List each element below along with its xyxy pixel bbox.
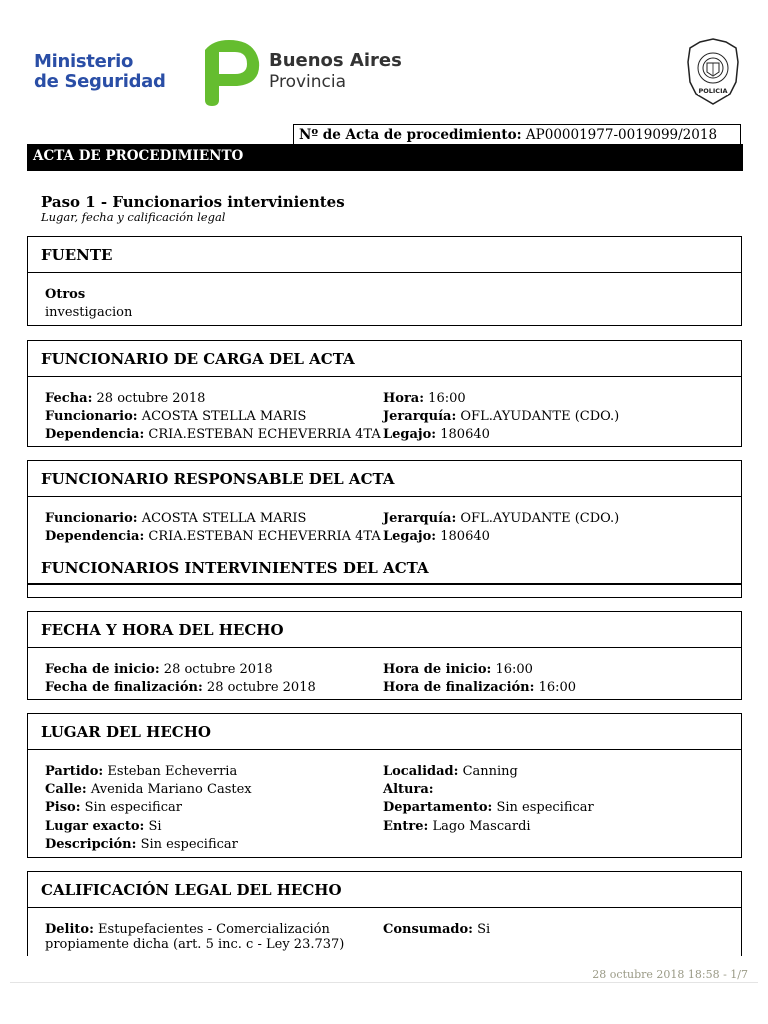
lugar-exacto: Lugar exacto: Si: [45, 819, 162, 834]
responsable-section: [27, 460, 742, 598]
lugar-piso: Piso: Sin especificar: [45, 800, 182, 815]
lugar-departamento: Departamento: Sin especificar: [383, 800, 594, 815]
carga-jerarquia: Jerarquía: OFL.AYUDANTE (CDO.): [383, 409, 620, 424]
buenos-aires-logo-icon: [205, 40, 261, 106]
calificacion-delito: Delito: Estupefacientes - Comercialización: [45, 922, 330, 937]
fuente-label: Otros: [45, 287, 86, 302]
acta-number-value: AP00001977-0019099/2018: [525, 127, 718, 143]
fecha-hecho-section: [27, 611, 742, 700]
hora-fin: Hora de finalización: 16:00: [383, 680, 577, 695]
responsable-jerarquia: Jerarquía: OFL.AYUDANTE (CDO.): [383, 511, 620, 526]
carga-hora: Hora: 16:00: [383, 391, 466, 406]
acta-number: [293, 124, 741, 144]
calificacion-consumado: Consumado: Si: [383, 922, 491, 937]
fuente-value: investigacion: [45, 305, 133, 320]
carga-title: FUNCIONARIO DE CARGA DEL ACTA: [28, 341, 741, 377]
document-title: ACTA DE PROCEDIMIENTO: [27, 144, 743, 171]
step-subtitle: Lugar, fecha y calificación legal: [41, 210, 226, 224]
lugar-descripcion: Descripción: Sin especificar: [45, 837, 238, 852]
responsable-legajo: Legajo: 180640: [383, 529, 490, 544]
lugar-section: [27, 713, 742, 858]
intervinientes-divider: [28, 583, 741, 585]
intervinientes-title: FUNCIONARIOS INTERVINIENTES DEL ACTA: [41, 559, 429, 577]
carga-fecha: Fecha: 28 octubre 2018: [45, 391, 206, 406]
fuente-title: FUENTE: [28, 237, 741, 273]
responsable-title: FUNCIONARIO RESPONSABLE DEL ACTA: [28, 461, 741, 497]
responsable-dependencia: Dependencia: CRIA.ESTEBAN ECHEVERRIA 4TA: [45, 529, 381, 544]
carga-section: [27, 340, 742, 447]
badge-text: POLICIA: [698, 87, 728, 95]
lugar-altura: Altura:: [383, 782, 434, 797]
carga-funcionario: Funcionario: ACOSTA STELLA MARIS: [45, 409, 307, 424]
acta-number-label: Nº de Acta de procedimiento:: [299, 127, 522, 143]
fuente-section: [27, 236, 742, 326]
footer-timestamp: 28 octubre 2018 18:58 - 1/7: [592, 968, 748, 981]
ba-title: Buenos Aires: [269, 50, 402, 71]
lugar-title: LUGAR DEL HECHO: [28, 714, 741, 750]
responsable-funcionario: Funcionario: ACOSTA STELLA MARIS: [45, 511, 307, 526]
lugar-entre: Entre: Lago Mascardi: [383, 819, 531, 834]
ministerio-line2: de Seguridad: [34, 71, 166, 92]
calificacion-delito-line2: propiamente dicha (art. 5 inc. c - Ley 23.737): [45, 937, 345, 952]
lugar-calle: Calle: Avenida Mariano Castex: [45, 782, 252, 797]
police-badge-icon: [686, 38, 740, 106]
step-title: Paso 1 - Funcionarios intervinientes: [41, 193, 345, 211]
fecha-inicio: Fecha de inicio: 28 octubre 2018: [45, 662, 273, 677]
fecha-hecho-title: FECHA Y HORA DEL HECHO: [28, 612, 741, 648]
ministerio-logo: [34, 52, 166, 92]
carga-legajo: Legajo: 180640: [383, 427, 490, 442]
ba-subtitle: Provincia: [269, 72, 347, 92]
footer-divider: [10, 982, 758, 983]
ministerio-line1: Ministerio: [34, 51, 134, 72]
lugar-partido: Partido: Esteban Echeverria: [45, 764, 238, 779]
carga-dependencia: Dependencia: CRIA.ESTEBAN ECHEVERRIA 4TA: [45, 427, 381, 442]
hora-inicio: Hora de inicio: 16:00: [383, 662, 533, 677]
fecha-fin: Fecha de finalización: 28 octubre 2018: [45, 680, 316, 695]
calificacion-title: CALIFICACIÓN LEGAL DEL HECHO: [28, 872, 741, 908]
lugar-localidad: Localidad: Canning: [383, 764, 518, 779]
